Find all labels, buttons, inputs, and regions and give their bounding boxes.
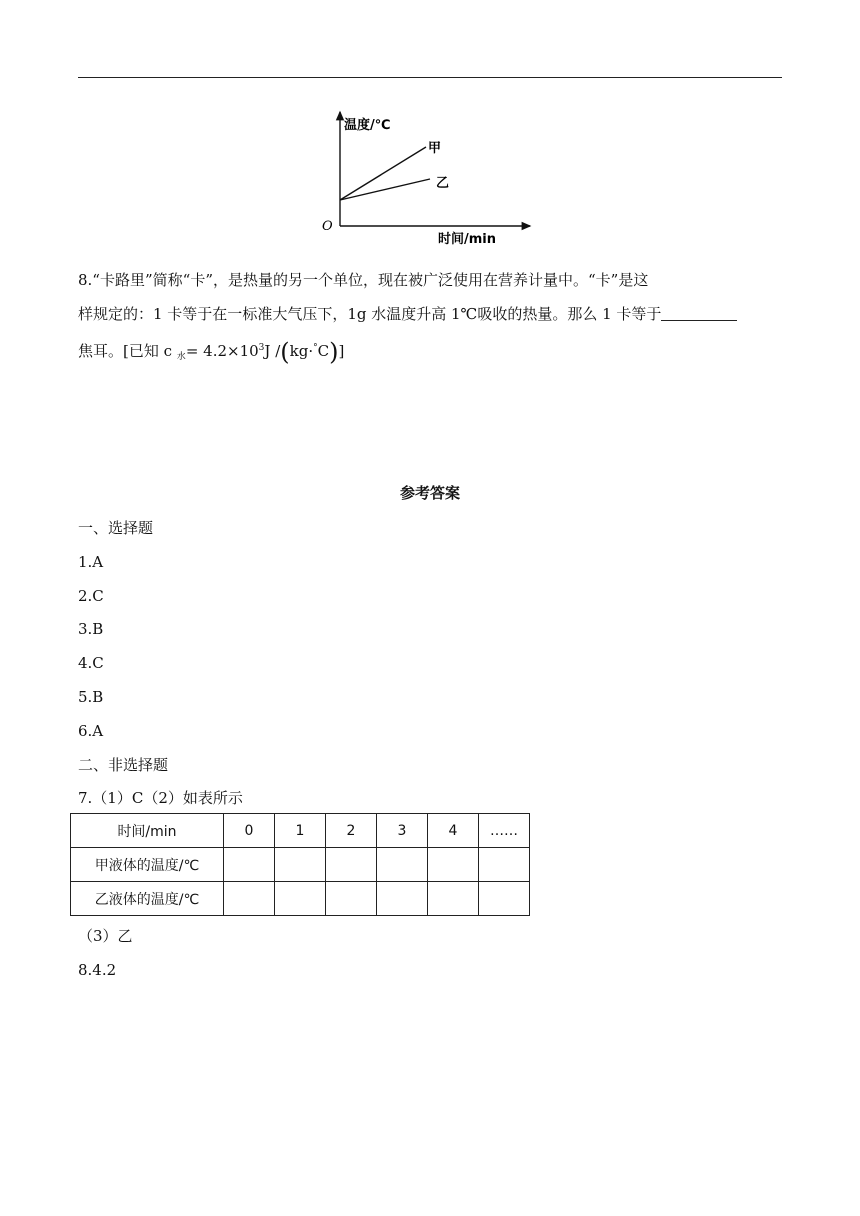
answer-7-part-3: （3）乙: [78, 927, 133, 945]
answer-list: [78, 512, 243, 816]
table-cell: [224, 882, 275, 916]
table-header-cell: ……: [479, 814, 530, 848]
table-header-cell: 时间/min: [71, 814, 224, 848]
table-header-row: [71, 814, 530, 848]
table-header-cell: 1: [275, 814, 326, 848]
table-cell: [275, 882, 326, 916]
unit-joule: J /: [264, 342, 281, 360]
table-cell: [326, 882, 377, 916]
question-8: [78, 263, 784, 374]
bracket-end: ]: [338, 342, 345, 360]
answer-6: 6.A: [78, 721, 104, 740]
series-label-b: 乙: [436, 176, 450, 191]
question-8-line-2-text: 样规定的：1 卡等于在一标准大气压下，1g 水温度升高 1℃吸收的热量。那么 1 卡等于: [78, 305, 662, 323]
table-header-cell: 0: [224, 814, 275, 848]
answer-2: 2.C: [78, 586, 104, 605]
table-row: [71, 848, 530, 882]
series-label-a: 甲: [428, 141, 442, 156]
table-header-cell: 4: [428, 814, 479, 848]
table-cell: [479, 882, 530, 916]
table-header-cell: 2: [326, 814, 377, 848]
y-axis-label: 温度/℃: [344, 118, 391, 133]
origin-label: O: [322, 219, 333, 234]
table-cell: [377, 882, 428, 916]
table-header-cell: 3: [377, 814, 428, 848]
water-subscript: 水: [176, 352, 186, 362]
answer-7-intro: 7.（1）C（2）如表所示: [78, 789, 243, 808]
specific-heat-value: = 4.2×10: [185, 342, 259, 360]
table-cell: [224, 848, 275, 882]
table-cell: [479, 848, 530, 882]
left-paren: (: [280, 338, 290, 366]
unit-celsius: C: [317, 342, 330, 360]
answer-5: 5.B: [78, 687, 104, 706]
x-axis-label: 时间/min: [438, 232, 497, 247]
answer-1: 1.A: [78, 552, 104, 571]
temperature-time-graph: [318, 104, 540, 248]
table-cell: [428, 848, 479, 882]
exponent: 3: [258, 343, 265, 353]
question-8-line-3: [78, 331, 784, 374]
series-line-a: [340, 147, 426, 200]
answer-8: 8.4.2: [78, 960, 117, 979]
answer-3: 3.B: [78, 620, 104, 639]
series-line-b: [340, 179, 430, 200]
table-cell: [275, 848, 326, 882]
question-8-line-2: [78, 297, 784, 331]
degree-sign: °: [313, 343, 318, 353]
unit-kg: kg·: [289, 342, 314, 360]
question-8-line-3-text: 焦耳。[已知 c: [78, 342, 177, 360]
answer-4: 4.C: [78, 654, 104, 673]
section-2-heading: 二、非选择题: [78, 755, 169, 774]
table-row-label: 乙液体的温度/℃: [71, 882, 224, 916]
table-cell: [377, 848, 428, 882]
answer-table: [70, 813, 530, 916]
answer-blank[interactable]: [661, 304, 737, 321]
header-rule: [78, 77, 782, 78]
table-cell: [326, 848, 377, 882]
question-8-line-1: 8.“卡路里”简称“卡”，是热量的另一个单位，现在被广泛使用在营养计量中。“卡”是这: [78, 271, 649, 289]
section-1-heading: 一、选择题: [78, 519, 154, 537]
table-cell: [428, 882, 479, 916]
answers-title: 参考答案: [399, 484, 460, 502]
table-row-label: 甲液体的温度/℃: [71, 848, 224, 882]
answer-tail: [78, 920, 133, 988]
right-paren: ): [329, 338, 339, 366]
table-row: [71, 882, 530, 916]
